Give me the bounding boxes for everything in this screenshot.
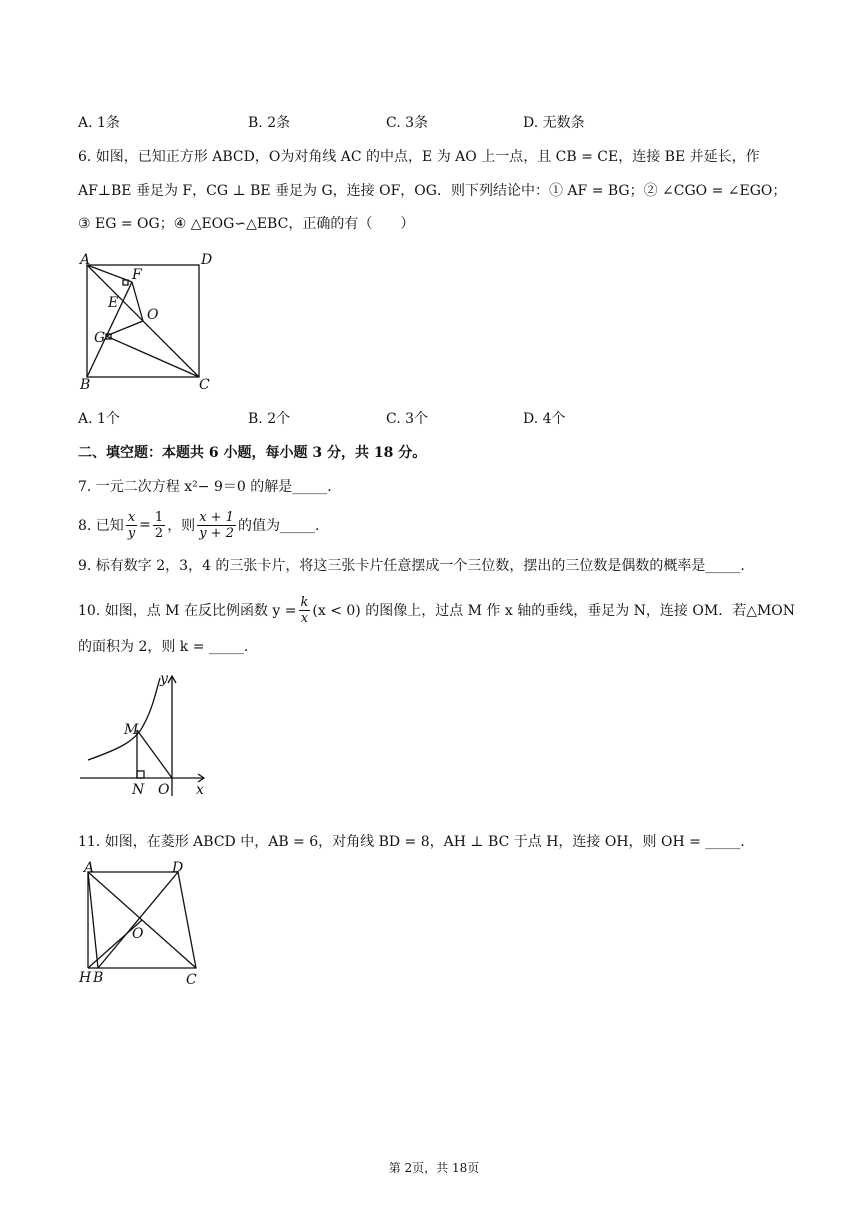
label-b: B	[80, 377, 91, 393]
q5-option-c: C. 3条	[386, 115, 429, 131]
q8-f3-num: x + 1	[199, 509, 234, 525]
q11-rhombus-figure	[74, 860, 214, 988]
label-y: y	[160, 671, 168, 687]
q8-fraction-half	[153, 510, 165, 541]
label-a: A	[84, 860, 95, 876]
q8-f2-den: 2	[154, 525, 164, 541]
q6-option-b: B. 2个	[248, 411, 291, 427]
label-o: O	[132, 926, 144, 942]
q6-line-1: 6. 如图，已知正方形 ABCD，O为对角线 AC 的中点，E 为 AO 上一点，且 CB = CE，连接 BE 并延长，作	[78, 149, 760, 165]
q8-f1-den: y	[127, 525, 136, 541]
label-n: N	[132, 782, 145, 798]
q7-text: 7. 一元二次方程 x²− 9＝0 的解是_____．	[78, 479, 342, 495]
q6-line-3: ③ EG = OG；④ △EOG∽△EBC，正确的有（ ）	[78, 216, 415, 232]
q6-option-a: A. 1个	[78, 411, 120, 427]
q10-fraction	[299, 595, 311, 626]
label-o: O	[158, 782, 170, 798]
q11-text: 11. 如图，在菱形 ABCD 中，AB = 6，对角线 BD = 8，AH ⊥ BC 于点 H，连接 OH，则 OH = _____.	[78, 834, 745, 850]
q10-line-1	[78, 590, 795, 630]
label-x: x	[196, 782, 204, 798]
q8-equals: =	[139, 517, 151, 533]
label-g: G	[94, 330, 106, 346]
q10-suffix: (x < 0) 的图像上，过点 M 作 x 轴的垂线，垂足为 N，连接 OM．若△MON	[312, 603, 796, 619]
line-cg	[106, 336, 199, 377]
label-m: M	[124, 722, 139, 738]
label-h: H	[79, 970, 92, 986]
q5-option-a: A. 1条	[78, 115, 120, 131]
label-d: D	[172, 860, 184, 876]
label-c: C	[199, 377, 210, 393]
q5-option-d: D. 无数条	[523, 115, 585, 131]
q8-f1-num: x	[127, 509, 136, 525]
q10-line-2: 的面积为 2，则 k = _____.	[78, 639, 249, 655]
q8-prefix: 8. 已知	[78, 518, 124, 534]
label-a: A	[80, 252, 91, 268]
q8-f3-den: y + 2	[199, 525, 234, 541]
q6-line-2: AF⊥BE 垂足为 F，CG ⊥ BE 垂足为 G，连接 OF，OG．则下列结论中：① AF = BG；② ∠CGO = ∠EGO；	[78, 183, 787, 199]
q8-fraction-xy	[126, 510, 137, 541]
section-heading: 二、填空题：本题共 6 小题，每小题 3 分，共 18 分。	[78, 445, 427, 461]
label-o: O	[147, 307, 159, 323]
q8-fraction-expr	[197, 510, 236, 541]
q8-mid: ，则	[167, 518, 196, 534]
q9-text: 9. 标有数字 2，3，4 的三张卡片，将这三张卡片任意摆成一个三位数，摆出的三位数是偶数的概率是_____.	[78, 558, 745, 574]
q6-option-c: C. 3个	[386, 411, 429, 427]
q10-prefix: 10. 如图，点 M 在反比例函数 y =	[78, 603, 297, 619]
q6-square-figure	[72, 248, 232, 393]
label-e: E	[108, 295, 119, 311]
q6-option-d: D. 4个	[523, 411, 566, 427]
q8-suffix: 的值为_____.	[237, 518, 320, 534]
label-f: F	[132, 267, 142, 283]
q8-f2-num: 1	[154, 509, 164, 525]
q10-f-den: x	[300, 610, 309, 626]
q5-option-b: B. 2条	[248, 115, 291, 131]
q10-f-num: k	[300, 594, 309, 610]
label-d: D	[201, 252, 213, 268]
label-b: B	[93, 970, 104, 986]
page-footer: 第 2页，共 18页	[388, 1161, 480, 1175]
q8-line	[78, 505, 319, 545]
diagonal-bd	[98, 872, 178, 968]
q10-graph-figure	[76, 668, 216, 798]
right-angle-n	[137, 771, 144, 778]
label-c: C	[186, 972, 197, 988]
